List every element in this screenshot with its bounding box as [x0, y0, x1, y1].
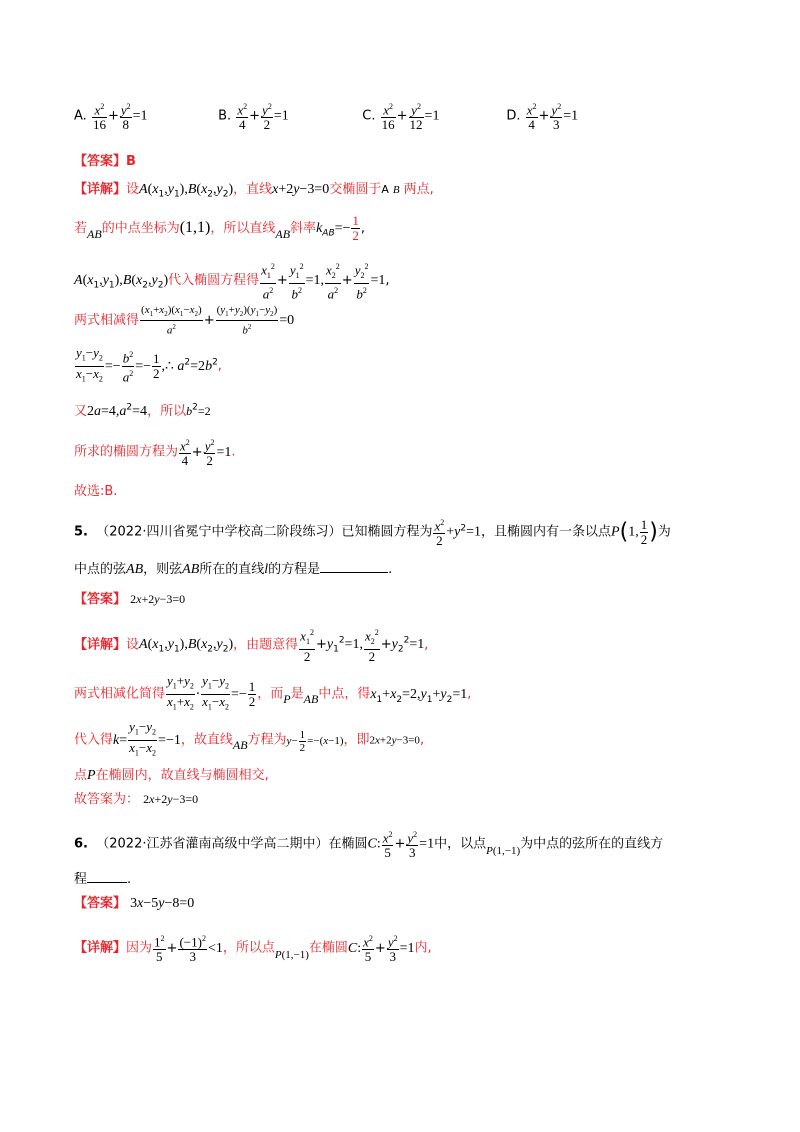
q4-answer: 【答案】B: [74, 154, 136, 169]
q6-stem-2: 程 .: [74, 872, 132, 887]
q6-answer-blank[interactable]: [87, 882, 127, 883]
q4-detail-2: 若AB的中点坐标为(1,1)，所以直线AB斜率$k_{AB}=-$ $\frac{1}{2}$ ,: [74, 213, 366, 243]
q4-detail-3: $A(x_1,y_1),B(x_2,y_2)$代入椭圆方程得 $\frac{x_1^2}{a^2}$ + $\frac{y_1^2}{b^2}$ =1, $\frac{x_2^2}{a^2}$ + $\frac{y_2^2}{b^2}$ =1,: [74, 262, 390, 302]
q4-conclusion: 故选:B.: [74, 484, 118, 499]
q4-detail-7: 所求的椭圆方程为 $\frac{x^2}{4}$ + $\frac{y^2}{2}$ =1.: [74, 438, 236, 469]
q5-detail-5: 故答案为： 2x+2y−3=0: [74, 792, 199, 807]
q5-answer-blank[interactable]: [320, 572, 388, 573]
q4-detail-6: 又$2a=4,a^2=4$，所以$b^2=2$: [74, 402, 211, 419]
q6-answer: 【答案】 3x−5y−8=0: [74, 896, 195, 911]
q5-detail-2: 两式相减化简得 $\frac{y_1+y_2}{x_1+x_2}$ · $\frac{y_1-y_2}{x_1-x_2}$ =− $\frac{1}{2}$ ，而P是AB中点，得$x_1+x_2=2,y_1+y_2=1$,: [74, 673, 472, 712]
q4-detail-1: 【详解】设$A(x_1,y_1),B(x_2,y_2)$，直线x+2y−3=0交椭圆于A B 两点,: [74, 182, 434, 200]
q4-detail-4: 两式相减得 $\frac{(x_1+x_2)(x_1-x_2)}{a^2}$ + $\frac{(y_1+y_2)(y_1-y_2)}{b^2}$ =0: [74, 304, 295, 337]
options-row: [74, 100, 646, 132]
q5-detail-1: 【详解】设$A(x_1,y_1),B(x_2,y_2)$，由题意得 $\frac{x_1^2}{2}$ $+y_1^2=1$, $\frac{x_2^2}{2}$ $+y_2^2=1$,: [74, 628, 429, 664]
q6-stem-1: 6. （2022·江苏省灌南高级中学高二期中）在椭圆C: $\frac{x^2}{5}$ + $\frac{y^2}{3}$ =1中，以点$_{P(1,-1)}$为中点的弦所在的直线方: [74, 830, 664, 861]
option-d: D. $\frac{x^2}{4}$ + $\frac{y^2}{3}$ =1: [506, 102, 579, 133]
q6-detail-1: 【详解】因为 $\frac{1^2}{5}$ + $\frac{(-1)^2}{3}$ <1，所以点$_{P(1,-1)}$在椭圆C: $\frac{x^2}{5}$ + $\frac{y^2}{3}$ =1内,: [74, 934, 432, 965]
option-c: C. $\frac{x^2}{16}$ + $\frac{y^2}{12}$ =1: [362, 102, 440, 133]
q4-detail-5: $\frac{y_1-y_2}{x_1-x_2}$ =− $\frac{b^2}{a^2}$ =− $\frac{1}{2}$ ,∴ $a^2=2b^2$,: [76, 345, 222, 384]
option-b: B. $\frac{x^2}{4}$ + $\frac{y^2}{2}$ =1: [218, 102, 289, 133]
q5-detail-3: 代入得k= $\frac{y_1-y_2}{x_1-x_2}$ =−1，故直线AB方程为y− $\frac{1}{2}$ =−(x−1)，即2x+2y−3=0,: [74, 719, 425, 758]
option-a: A. $\frac{x^2}{16}$ + $\frac{y^2}{8}$ =1: [74, 102, 148, 133]
q5-stem-1: 5. （2022·四川省冕宁中学校高二阶段练习）已知椭圆方程为 $\frac{x^2}{2}$ $+y^2=1$，且椭圆内有一条以点P(1, $\frac{1}{2}$ )为: [74, 516, 671, 549]
q5-detail-4: 点P在椭圆内，故直线与椭圆相交,: [74, 768, 269, 783]
q5-stem-2: 中点的弦AB，则弦AB所在的直线l的方程是 .: [74, 562, 393, 577]
q5-answer: 【答案】 2x+2y−3=0: [74, 592, 186, 607]
